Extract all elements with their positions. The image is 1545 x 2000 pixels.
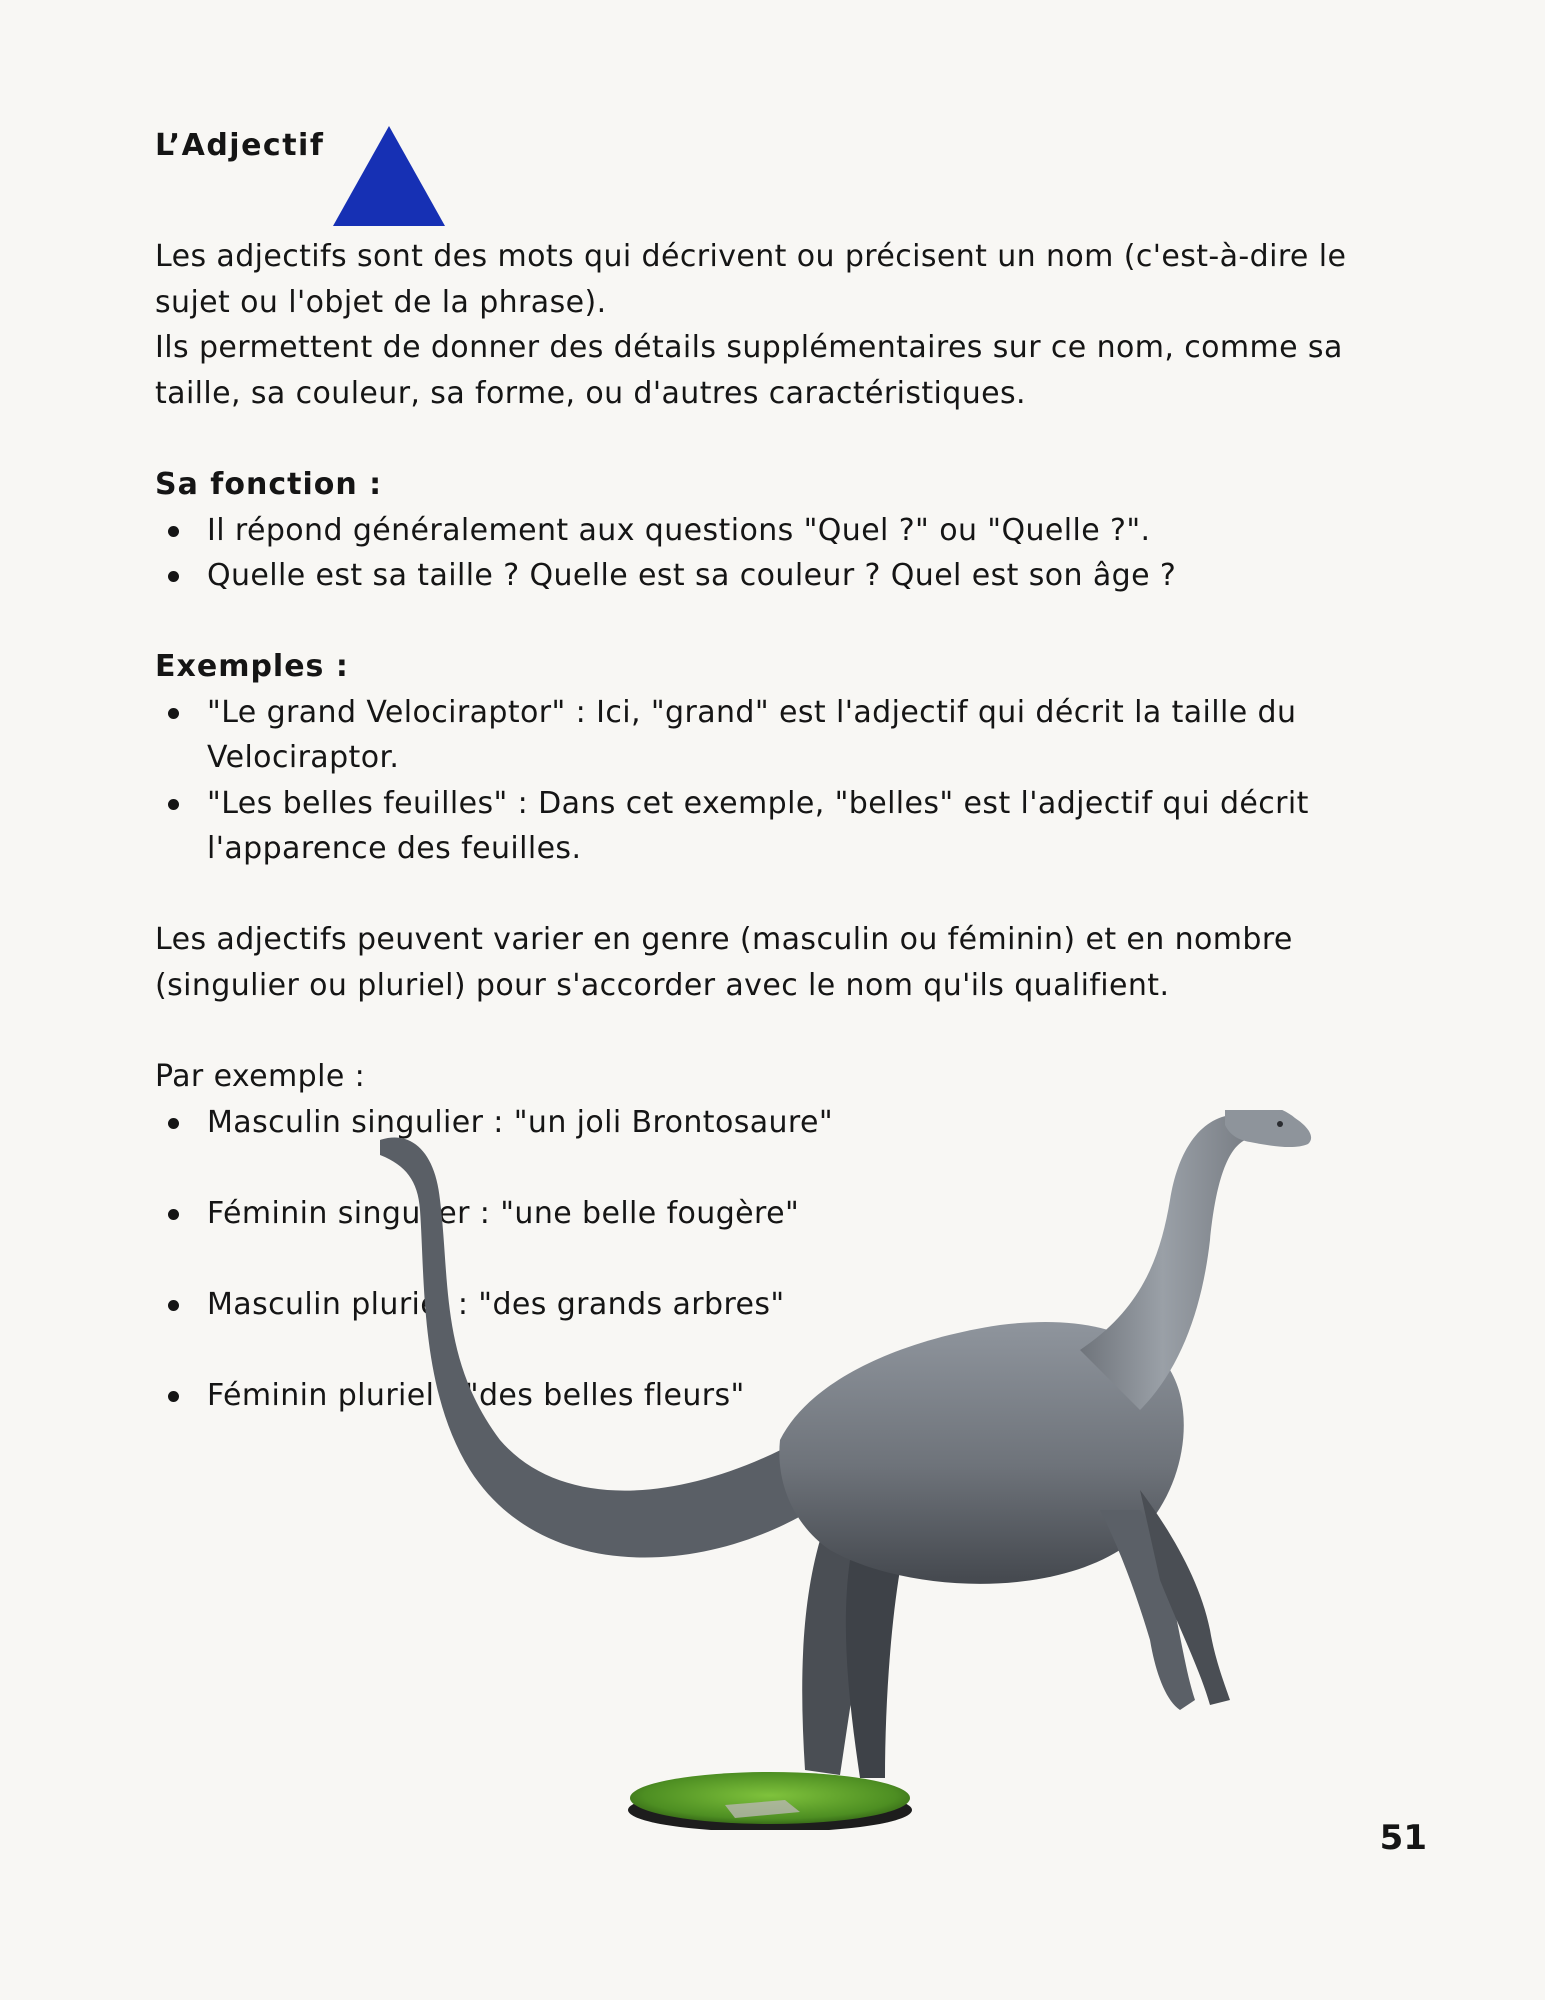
dino-neck bbox=[1080, 1115, 1245, 1410]
par-exemple-heading: Par exemple : bbox=[155, 1059, 366, 1094]
fonction-list bbox=[155, 508, 1365, 599]
fonction-heading: Sa fonction : bbox=[155, 467, 383, 502]
accord-paragraph: Les adjectifs peuvent varier en genre (masculin ou féminin) et en nombre (singulier ou pluriel) pour s'accorder avec le nom qu'ils qualifient. bbox=[155, 922, 1293, 1003]
blue-triangle-icon bbox=[333, 126, 445, 226]
list-item: Féminin pluriel : "des belles fleurs" bbox=[155, 1373, 1365, 1419]
list-item: Masculin pluriel : "des grands arbres" bbox=[155, 1282, 1365, 1328]
title-row bbox=[155, 128, 324, 163]
list-item: Féminin singulier : "une belle fougère" bbox=[155, 1191, 1365, 1237]
list-item: Quelle est sa taille ? Quelle est sa couleur ? Quel est son âge ? bbox=[155, 553, 1365, 599]
list-item: Il répond généralement aux questions "Quel ?" ou "Quelle ?". bbox=[155, 508, 1365, 554]
exemples-section bbox=[155, 644, 1365, 872]
list-item: "Le grand Velociraptor" : Ici, "grand" est l'adjectif qui décrit la taille du Velociraptor. bbox=[155, 690, 1365, 781]
exemples-heading: Exemples : bbox=[155, 649, 349, 684]
intro-section bbox=[155, 234, 1365, 416]
exemples-list bbox=[155, 690, 1365, 872]
list-item: "Les belles feuilles" : Dans cet exemple, "belles" est l'adjectif qui décrit l'apparence des feuilles. bbox=[155, 781, 1365, 872]
accord-section bbox=[155, 917, 1365, 1008]
intro-paragraph-2: Ils permettent de donner des détails supplémentaires sur ce nom, comme sa taille, sa couleur, sa forme, ou d'autres caractéristiques. bbox=[155, 330, 1343, 411]
list-item: Masculin singulier : "un joli Brontosaure" bbox=[155, 1100, 1365, 1146]
fonction-section bbox=[155, 462, 1365, 599]
page-number: 51 bbox=[1379, 1818, 1427, 1858]
brachiosaurus-illustration bbox=[380, 1110, 1340, 1830]
page-title: L’Adjectif bbox=[155, 128, 325, 163]
intro-paragraph-1: Les adjectifs sont des mots qui décrivent ou précisent un nom (c'est-à-dire le sujet ou l'objet de la phrase). bbox=[155, 239, 1347, 320]
grass-base bbox=[630, 1772, 910, 1824]
dino-tail bbox=[380, 1138, 820, 1558]
